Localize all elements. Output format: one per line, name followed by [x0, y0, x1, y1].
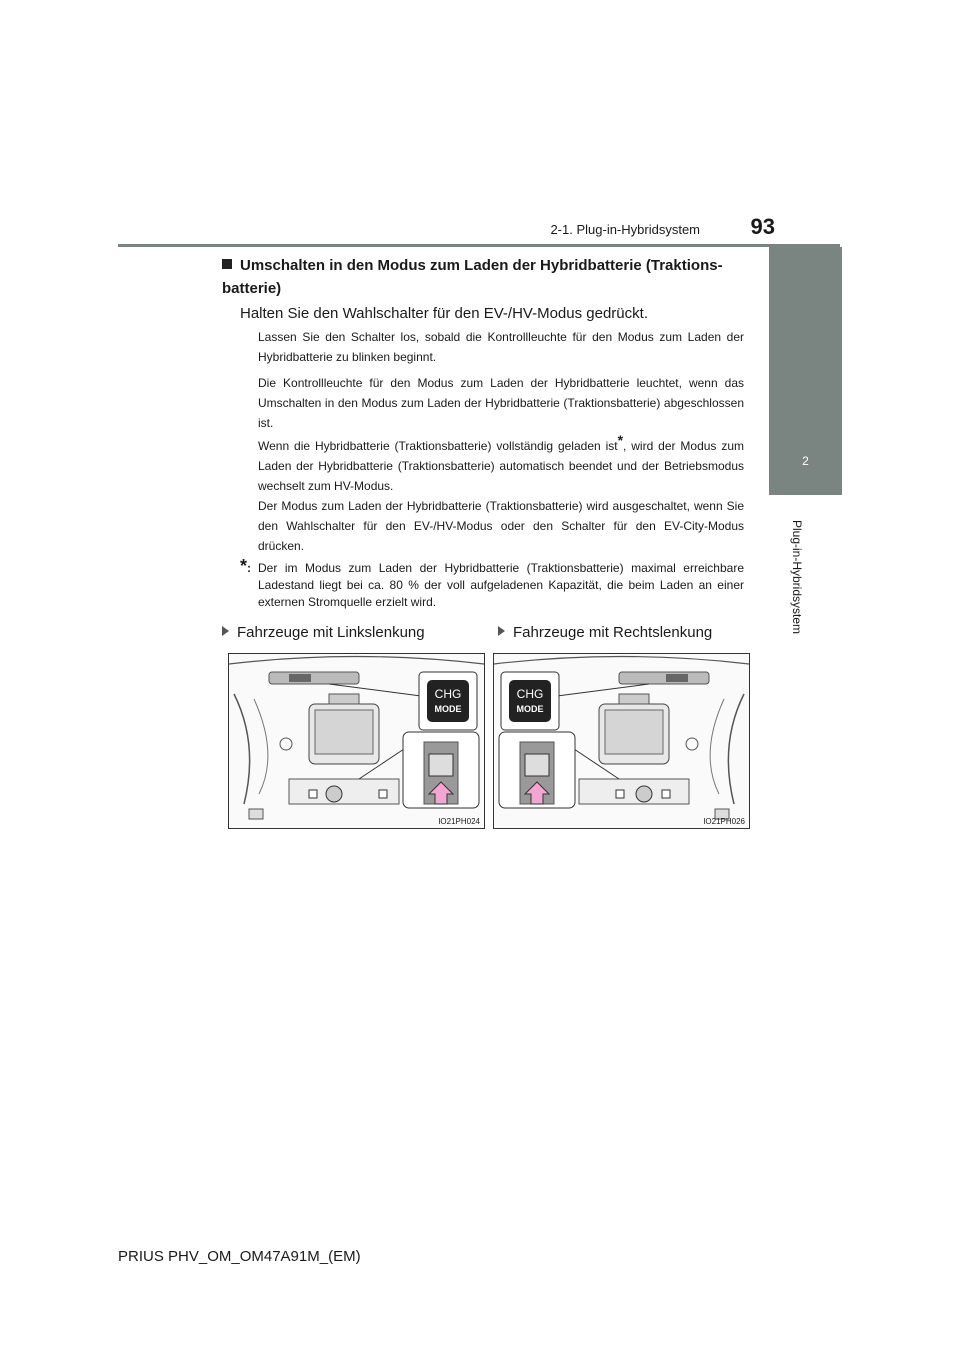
footer-document-code: PRIUS PHV_OM_OM47A91M_(EM)	[118, 1248, 361, 1265]
footnote-text: Der im Modus zum Laden der Hybridbatterie (Traktionsbatterie) maximal erreichbare Ladestand liegt bei ca. 80 % der voll aufgeladenen Kapazität, die beim Laden an einer externen Stromquelle erzielt wird.	[258, 561, 744, 609]
chg-button-label: CHG	[434, 687, 462, 701]
chg-button-label: CHG	[516, 687, 544, 701]
instruction: Halten Sie den Wahlschalter für den EV-/HV-Modus gedrückt.	[240, 305, 648, 322]
dashboard-illustration-left	[229, 654, 484, 828]
side-bar	[769, 247, 842, 435]
paragraph-2: Die Kontrollleuchte für den Modus zum Laden der Hybridbatterie leuchtet, wenn das Umschalten in den Modus zum Laden der Hybridbatterie (Traktionsbatterie) abgeschlossen ist.	[258, 376, 744, 430]
footnote	[240, 556, 744, 611]
figure-code-left: IO21PH024	[438, 817, 480, 826]
square-bullet-icon	[222, 259, 232, 269]
chapter-number: 2	[802, 454, 809, 468]
section-heading-text: Umschalten in den Modus zum Laden der Hybridbatterie (Traktions-batterie)	[222, 257, 723, 297]
dashboard-illustration-right	[494, 654, 749, 828]
figure-left	[228, 653, 485, 829]
mode-button-label: MODE	[434, 704, 462, 714]
page-number: 93	[750, 214, 775, 239]
footnote-mark: *:	[240, 556, 252, 576]
mode-button-label: MODE	[516, 704, 544, 714]
paragraph-3-text-b: , wird der Modus zum Laden der Hybridbatterie (Traktionsbatterie) automatisch beendet und der Betriebsmodus wechselt zum HV-Modus.	[258, 439, 744, 493]
figure-right	[493, 653, 750, 829]
section-heading	[222, 254, 744, 300]
triangle-bullet-icon	[498, 626, 505, 636]
triangle-bullet-icon	[222, 626, 229, 636]
paragraph-3	[258, 432, 744, 496]
caption-left: Fahrzeuge mit Linkslenkung	[222, 624, 425, 641]
footnote-ref: *	[617, 432, 624, 448]
chapter-label-text: Plug-in-Hybridsystem	[790, 519, 804, 635]
paragraph-4: Der Modus zum Laden der Hybridbatterie (Traktionsbatterie) wird ausgeschaltet, wenn Sie den Wahlschalter für den EV-/HV-Modus oder den Schalter für den EV-City-Modus drücken.	[258, 499, 744, 553]
chapter-label	[787, 520, 807, 640]
header-rule	[118, 244, 840, 247]
caption-right: Fahrzeuge mit Rechtslenkung	[498, 624, 712, 641]
paragraph-3-text-a: Wenn die Hybridbatterie (Traktionsbatterie) vollständig geladen ist	[258, 439, 618, 453]
figure-code-right: IO21PH026	[703, 817, 745, 826]
paragraph-1: Lassen Sie den Schalter los, sobald die Kontrollleuchte für den Modus zum Laden der Hybridbatterie zu blinken beginnt.	[258, 330, 744, 364]
chapter-tab	[769, 434, 842, 495]
header-section-title: 2-1. Plug-in-Hybridsystem	[550, 222, 700, 237]
